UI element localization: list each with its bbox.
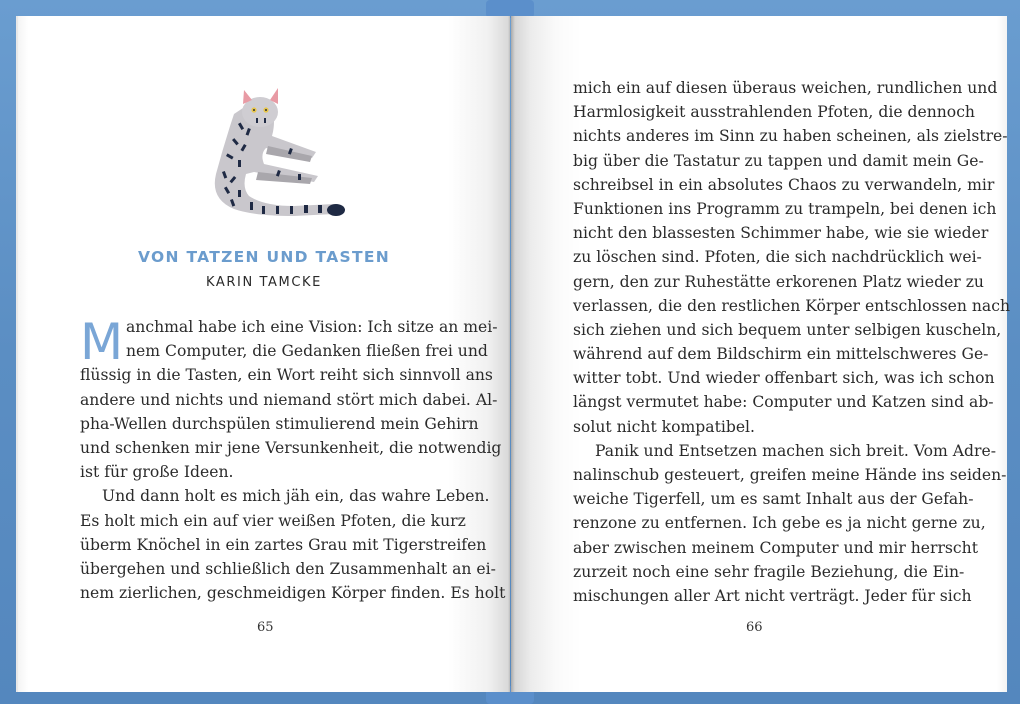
text-line: mich ein auf diesen überaus weichen, rundlichen und	[573, 79, 998, 97]
text-line: weiche Tigerfell, um es samt Inhalt aus der Gefah-	[573, 490, 974, 509]
text-line: nicht den blassesten Schimmer habe, wie sie wieder	[573, 224, 989, 243]
author-name: KARIN TAMCKE	[206, 275, 322, 290]
chapter-title: VON TATZEN UND TASTEN	[138, 248, 390, 266]
text-line: anchmal habe ich eine Vision: Ich sitze an mei-	[126, 318, 498, 336]
text-line: Funktionen ins Programm zu trampeln, bei denen ich	[573, 199, 997, 218]
text-line: gern, den zur Ruhestätte erkorenen Platz wieder zu	[573, 272, 984, 291]
text-line: verlassen, die den restlichen Körper entschlossen nach	[573, 296, 1010, 315]
text-line: big über die Tastatur zu tappen und damit mein Ge-	[573, 151, 984, 170]
text-line: Es holt mich ein auf vier weißen Pfoten, die kurz	[80, 511, 466, 530]
page-number-right: 66	[746, 620, 763, 635]
drop-cap: M	[80, 313, 124, 371]
text-line: witter tobt. Und wieder offenbart sich, was ich schon	[573, 369, 995, 388]
text-line: nem zierlichen, geschmeidigen Körper finden. Es holt	[80, 584, 506, 603]
text-line: Panik und Entsetzen machen sich breit. Vom Adre-	[595, 441, 996, 460]
text-line: während auf dem Bildschirm ein mittelschweres Ge-	[573, 345, 989, 364]
text-line: schreibsel in ein absolutes Chaos zu verwandeln, mir	[573, 175, 995, 194]
left-page-body-text	[80, 315, 506, 605]
text-line: pha-Wellen durchspülen stimulierend mein Gehirn	[80, 414, 479, 433]
text-line: übergehen und schließlich den Zusammenhalt an ei-	[80, 559, 496, 578]
text-line: flüssig in die Tasten, ein Wort reiht sich sinnvoll ans	[80, 366, 493, 385]
right-page-body-text	[573, 76, 1010, 608]
text-line: sich ziehen und sich bequem unter selbigen kuscheln,	[573, 320, 1002, 339]
text-line: andere und nichts und niemand stört mich dabei. Al-	[80, 390, 498, 409]
page-number-left: 65	[257, 620, 274, 635]
text-line: und schenken mir jene Versunkenheit, die notwendig	[80, 438, 502, 457]
text-line: zu löschen sind. Pfoten, die sich nachdrücklich wei-	[573, 248, 982, 267]
text-line: solut nicht kompatibel.	[573, 417, 755, 436]
text-line: längst vermutet habe: Computer und Katzen sind ab-	[573, 393, 994, 412]
text-line: überm Knöchel in ein zartes Grau mit Tigerstreifen	[80, 535, 487, 554]
text-line: Harmlosigkeit ausstrahlenden Pfoten, die dennoch	[573, 103, 975, 122]
text-line: nalinschub gesteuert, greifen meine Hände ins seiden-	[573, 466, 1007, 484]
text-line: nem Computer, die Gedanken fließen frei und	[126, 342, 488, 361]
cat-illustration	[194, 84, 354, 224]
text-line: renzone zu entfernen. Ich gebe es ja nicht gerne zu,	[573, 514, 986, 533]
text-line: ist für große Ideen.	[80, 463, 234, 482]
text-line: zurzeit noch eine sehr fragile Beziehung, die Ein-	[573, 562, 965, 581]
text-line: mischungen aller Art nicht verträgt. Jeder für sich	[573, 586, 972, 605]
text-line: aber zwischen meinem Computer und mir herrscht	[573, 538, 978, 557]
text-line: Und dann holt es mich jäh ein, das wahre Leben.	[102, 487, 490, 506]
text-line: nichts anderes im Sinn zu haben scheinen, als zielstre-	[573, 127, 1008, 146]
